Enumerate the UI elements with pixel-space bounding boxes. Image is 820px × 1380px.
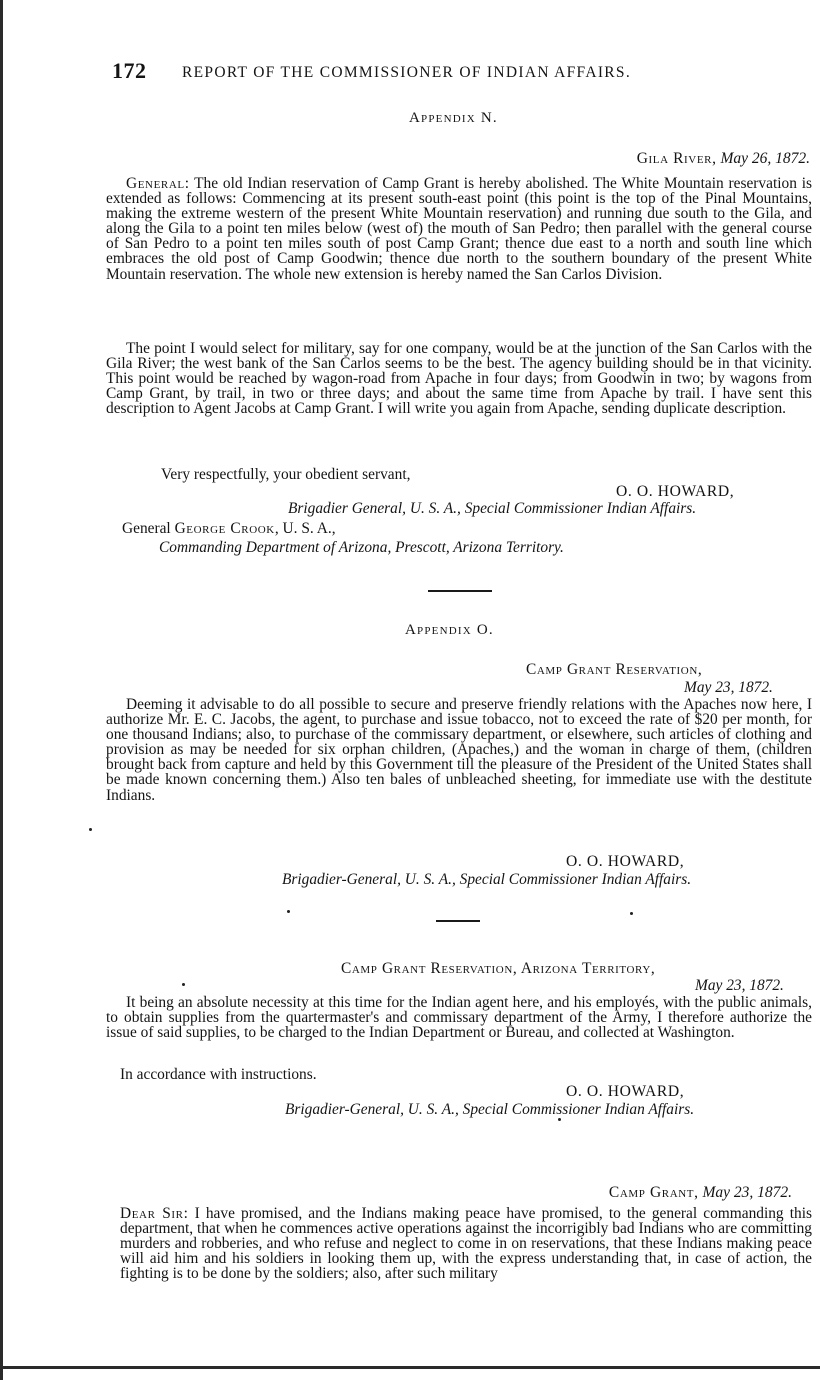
addressee-prefix: General bbox=[122, 520, 171, 537]
letter3-place: Camp Grant, bbox=[608, 1184, 699, 1201]
appendix-n-addressee bbox=[122, 520, 336, 538]
page-header bbox=[112, 58, 812, 88]
scan-speck bbox=[182, 983, 185, 986]
appendix-n-paragraph-2: The point I would select for military, say for one company, would be at the junction of the San Carlos with the Gila River; the west bank of the San Carlos seems to be the best. The agency building should be in that vicinity. This point would be reached by wagon-road from Apache in four days; from Goodwin in two; by wagons from Camp Grant, by trail, in two or three days; and about the same time from Apache by trail. I have sent this description to Agent Jacobs at Camp Grant. I will write you again from Apache, sending duplicate description. bbox=[106, 340, 812, 418]
letter1-signer-title: Brigadier-General, U. S. A., Special Commissioner Indian Affairs. bbox=[282, 871, 692, 888]
section-divider bbox=[428, 590, 492, 592]
scan-left-edge bbox=[0, 0, 3, 1380]
running-head: REPORT OF THE COMMISSIONER OF INDIAN AFFAIRS. bbox=[182, 64, 632, 81]
letter3-salutation: Dear Sir: bbox=[120, 1205, 189, 1222]
letter1-signature: O. O. HOWARD, bbox=[566, 853, 685, 870]
scan-speck bbox=[287, 910, 290, 913]
appendix-o-heading: Appendix O. bbox=[405, 622, 494, 638]
letter3-body-paragraph bbox=[120, 1206, 812, 1281]
appendix-n-signer-title: Brigadier General, U. S. A., Special Commissioner Indian Affairs. bbox=[288, 500, 697, 517]
letter2-body: It being an absolute necessity at this time for the Indian agent here, and his employés, with the public animals, to obtain supplies from the quartermaster's and commissary department of the Army, I therefore authorize the issue of said supplies, to be charged to the Indian Department or Bureau, and collected at Washington. bbox=[106, 994, 812, 1042]
letter3-dateline bbox=[609, 1184, 792, 1202]
appendix-n-place: Gila River, bbox=[636, 150, 717, 167]
scan-bottom-edge bbox=[0, 1366, 820, 1369]
appendix-n-para1-text: The old Indian reservation of Camp Grant is hereby abolished. The White Mountain reservation is extended as follows: Commencing at its present south-east point (this point is the top of the Pinal Mountains, making the extreme western of the present White Mountain reservation) and running due south to the Gila, and along the Gila to a point ten miles below (west of) the mouth of San Pedro; then parallel with the general course of San Pedro to a point ten miles south of post Camp Grant; thence due east to a north and south line which embraces the old post of Camp Goodwin; thence due north to the southern boundary of the present White Mountain reservation. The whole new extension is hereby named the San Carlos Division. bbox=[106, 175, 812, 283]
addressee-suffix: , U. S. A., bbox=[274, 520, 336, 537]
letter-divider bbox=[436, 920, 480, 922]
appendix-n-dateline bbox=[637, 150, 810, 168]
letter1-body: Deeming it advisable to do all possible to secure and preserve friendly relations with the Apaches now here, I authorize Mr. E. C. Jacobs, the agent, to purchase and issue tobacco, not to exceed the rate of $20 per month, for one thousand Indians; also, to purchase of the commissary department, or elsewhere, such articles of clothing and provision as may be needed for six orphan children, (Apaches,) and the woman in charge of them, (children brought back from capture and held by this Government till the pleasure of the President of the United States shall be made known concerning them.) Also ten bales of unbleached sheeting, for immediate use with the destitute Indians. bbox=[106, 696, 812, 804]
appendix-n-salutation: General: bbox=[126, 175, 190, 192]
appendix-n-signature: O. O. HOWARD, bbox=[616, 483, 735, 500]
letter3-body-text: I have promised, and the Indians making peace have promised, to the general commanding this department, that when he commences active operations against the incorrigibly bad Indians who are committing murders and robberies, and who refuse and neglect to come in on reservations, that these Indians making peace will aid him and his soldiers in looking them up, with the express understanding that, in case of action, the fighting is to be done by the soldiers; also, after such military bbox=[120, 1205, 812, 1283]
scan-speck bbox=[89, 828, 92, 831]
appendix-n-date: May 26, 1872. bbox=[720, 150, 810, 167]
letter1-date: May 23, 1872. bbox=[684, 679, 773, 696]
appendix-n-heading: Appendix N. bbox=[409, 110, 498, 126]
appendix-n-closing: Very respectfully, your obedient servant, bbox=[161, 466, 411, 483]
appendix-n-addressee-command: Commanding Department of Arizona, Prescott, Arizona Territory. bbox=[159, 539, 564, 556]
letter1-place: Camp Grant Reservation, bbox=[526, 661, 703, 678]
letter3-date: May 23, 1872. bbox=[702, 1184, 792, 1201]
addressee-name: George Crook bbox=[174, 520, 275, 537]
page-number: 172 bbox=[112, 58, 147, 83]
scan-speck bbox=[558, 1118, 561, 1121]
letter2-signature: O. O. HOWARD, bbox=[566, 1083, 685, 1100]
letter2-body-2: In accordance with instructions. bbox=[120, 1066, 317, 1083]
letter2-date: May 23, 1872. bbox=[695, 977, 784, 994]
letter2-signer-title: Brigadier-General, U. S. A., Special Commissioner Indian Affairs. bbox=[285, 1101, 695, 1118]
letter2-place: Camp Grant Reservation, Arizona Territory, bbox=[341, 960, 656, 977]
scan-speck bbox=[630, 912, 633, 915]
appendix-n-paragraph-1 bbox=[106, 176, 812, 282]
